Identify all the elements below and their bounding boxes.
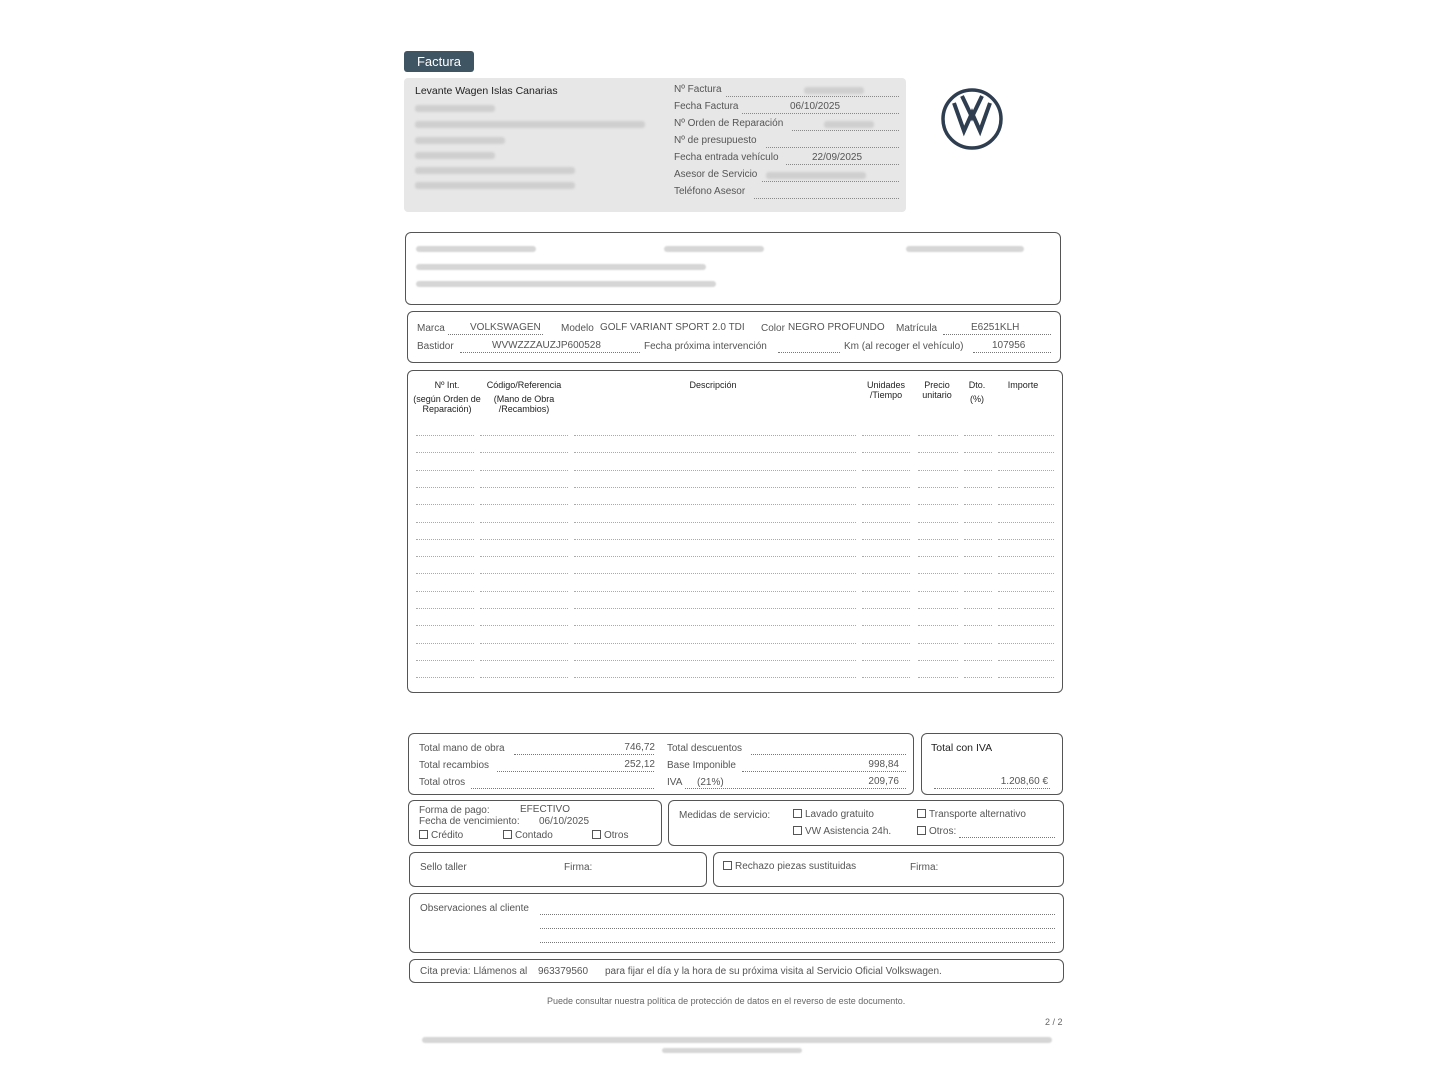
plate-value: E6251KLH (971, 322, 1020, 333)
labor-total-value: 746,72 (624, 742, 655, 753)
document-type-tag: Factura (404, 51, 474, 72)
table-row-rule (964, 487, 992, 488)
redacted-email (415, 182, 575, 189)
appointment-prefix: Cita previa: Llámenos al (420, 966, 528, 977)
col-header-amount: Importe (1007, 380, 1039, 390)
checkbox-cash[interactable] (503, 830, 512, 839)
option-service-other[interactable]: Otros: (917, 826, 956, 837)
table-row-rule (918, 522, 958, 523)
table-row-rule (998, 470, 1054, 471)
table-row-rule (480, 677, 568, 678)
other-total-label: Total otros (419, 777, 466, 788)
table-row-rule (862, 660, 910, 661)
table-row-rule (998, 573, 1054, 574)
privacy-notice: Puede consultar nuestra política de protección de datos en el reverso de este documento. (547, 996, 906, 1006)
table-row-rule (416, 539, 474, 540)
next-service-label: Fecha próxima intervención (644, 341, 767, 352)
table-row-rule (964, 625, 992, 626)
checkbox-other[interactable] (592, 830, 601, 839)
table-row-rule (416, 660, 474, 661)
rejected-parts-box (713, 852, 1064, 887)
checkbox-rejected-parts[interactable] (723, 861, 732, 870)
due-date-label: Fecha de vencimiento: (419, 816, 520, 827)
table-row-rule (964, 591, 992, 592)
table-row-rule (480, 539, 568, 540)
invoice-date-row: Fecha Factura 06/10/2025 (674, 101, 899, 115)
redacted-nif (415, 105, 495, 112)
table-row-rule (918, 591, 958, 592)
observations-box (409, 893, 1064, 953)
table-row-rule (416, 625, 474, 626)
table-row-rule (574, 487, 856, 488)
table-row-rule (998, 643, 1054, 644)
table-row-rule (964, 539, 992, 540)
table-row-rule (918, 643, 958, 644)
redacted-customer-name (416, 246, 536, 252)
km-label: Km (al recoger el vehículo) (844, 341, 964, 352)
table-row-rule (998, 660, 1054, 661)
table-row-rule (964, 660, 992, 661)
workshop-stamp-box (409, 852, 707, 887)
table-row-rule (918, 504, 958, 505)
signature-label-1: Firma: (564, 862, 593, 873)
option-vw-assistance[interactable]: VW Asistencia 24h. (793, 826, 891, 837)
table-row-rule (574, 435, 856, 436)
km-value: 107956 (992, 340, 1026, 351)
repair-order-row: Nº Orden de Reparación (674, 118, 899, 132)
table-row-rule (574, 677, 856, 678)
col-header-units: Unidades /Tiempo (866, 380, 906, 400)
table-row-rule (964, 504, 992, 505)
option-credit[interactable]: Crédito (419, 830, 463, 841)
table-row-rule (480, 573, 568, 574)
appointment-phone: 963379560 (538, 966, 589, 977)
table-row-rule (480, 452, 568, 453)
col-header-discount: Dto. (%) (968, 380, 986, 404)
observations-label: Observaciones al cliente (420, 903, 529, 914)
option-free-wash[interactable]: Lavado gratuito (793, 809, 874, 820)
invoice-number-row: Nº Factura (674, 84, 899, 98)
table-row-rule (964, 556, 992, 557)
vehicle-box (407, 311, 1061, 363)
table-row-rule (862, 504, 910, 505)
table-row-rule (480, 625, 568, 626)
customer-box (405, 232, 1061, 305)
table-row-rule (862, 677, 910, 678)
vat-value: 209,76 (868, 776, 899, 787)
table-row-rule (480, 470, 568, 471)
table-row-rule (862, 522, 910, 523)
table-row-rule (998, 539, 1054, 540)
col-header-price: Precio unitario (922, 380, 952, 400)
table-row-rule (416, 522, 474, 523)
table-row-rule (998, 556, 1054, 557)
table-row-rule (918, 452, 958, 453)
redacted-customer-contact (416, 281, 716, 287)
table-row-rule (416, 487, 474, 488)
option-other[interactable]: Otros (592, 830, 628, 841)
table-row-rule (998, 452, 1054, 453)
table-row-rule (480, 608, 568, 609)
table-row-rule (918, 608, 958, 609)
workshop-stamp-label: Sello taller (420, 862, 467, 873)
volkswagen-logo (940, 87, 1004, 151)
redacted-customer-id (664, 246, 764, 252)
redacted-phone (415, 152, 495, 159)
table-row-rule (918, 487, 958, 488)
redacted-legal-footer-2 (662, 1048, 802, 1053)
entry-date-row: Fecha entrada vehículo 22/09/2025 (674, 152, 899, 166)
vat-label: IVA (667, 777, 683, 788)
redacted-legal-footer (422, 1037, 1052, 1043)
table-row-rule (964, 435, 992, 436)
table-row-rule (574, 660, 856, 661)
table-row-rule (862, 435, 910, 436)
table-row-rule (416, 556, 474, 557)
vin-label: Bastidor (417, 341, 454, 352)
table-row-rule (574, 556, 856, 557)
advisor-phone-row: Teléfono Asesor (674, 186, 899, 200)
table-row-rule (574, 470, 856, 471)
table-row-rule (480, 487, 568, 488)
service-advisor-row: Asesor de Servicio (674, 169, 899, 183)
table-row-rule (862, 573, 910, 574)
table-row-rule (964, 522, 992, 523)
checkbox-service-other[interactable] (917, 826, 926, 835)
table-row-rule (862, 625, 910, 626)
checkbox-alt-transport[interactable] (917, 809, 926, 818)
table-row-rule (964, 608, 992, 609)
grand-total-value: 1.208,60 € (1000, 776, 1048, 787)
model-label: Modelo (561, 323, 594, 334)
table-row-rule (416, 435, 474, 436)
table-row-rule (480, 556, 568, 557)
table-row-rule (918, 573, 958, 574)
quote-number-row: Nº de presupuesto (674, 135, 899, 149)
table-row-rule (416, 504, 474, 505)
parts-total-label: Total recambios (419, 760, 490, 771)
table-row-rule (416, 677, 474, 678)
checkbox-vw-assistance[interactable] (793, 826, 802, 835)
table-row-rule (998, 608, 1054, 609)
table-row-rule (416, 608, 474, 609)
model-value: GOLF VARIANT SPORT 2.0 TDI (600, 322, 745, 333)
discount-total-label: Total descuentos (667, 743, 743, 754)
table-row-rule (416, 643, 474, 644)
dealer-header (404, 78, 906, 212)
labor-total-label: Total mano de obra (419, 743, 505, 754)
due-date-value: 06/10/2025 (539, 816, 590, 827)
table-row-rule (918, 539, 958, 540)
table-row-rule (862, 452, 910, 453)
grand-total-label: Total con IVA (931, 742, 993, 754)
table-row-rule (574, 452, 856, 453)
dealer-name: Levante Wagen Islas Canarias (415, 85, 558, 97)
table-row-rule (918, 470, 958, 471)
brand-label: Marca (417, 323, 445, 334)
table-row-rule (574, 522, 856, 523)
table-row-rule (998, 677, 1054, 678)
table-row-rule (862, 470, 910, 471)
taxable-base-value: 998,84 (868, 759, 899, 770)
taxable-base-label: Base Imponible (667, 760, 736, 771)
payment-method-value: EFECTIVO (520, 804, 571, 815)
payment-method-label: Forma de pago: (419, 805, 490, 816)
appointment-suffix: para fijar el día y la hora de su próxima visita al Servicio Oficial Volkswagen. (605, 966, 942, 977)
redacted-city (415, 137, 505, 144)
table-row-rule (480, 660, 568, 661)
table-row-rule (998, 504, 1054, 505)
table-row-rule (416, 573, 474, 574)
vat-rate: (21%) (697, 777, 724, 788)
redacted-registry (415, 167, 575, 174)
table-row-rule (918, 625, 958, 626)
table-row-rule (574, 573, 856, 574)
grand-total-box (921, 733, 1063, 795)
table-row-rule (862, 591, 910, 592)
redacted-customer-address (416, 264, 706, 270)
checkbox-free-wash[interactable] (793, 809, 802, 818)
totals-box (408, 733, 914, 795)
col-header-code: Código/Referencia (Mano de Obra /Recambios) (486, 380, 562, 414)
items-table (407, 370, 1063, 693)
brand-value: VOLKSWAGEN (470, 322, 541, 333)
table-row-rule (416, 591, 474, 592)
payment-box (408, 800, 662, 846)
table-row-rule (964, 573, 992, 574)
table-row-rule (480, 435, 568, 436)
option-rejected-parts[interactable]: Rechazo piezas sustituidas (723, 861, 856, 872)
invoice-date-value: 06/10/2025 (790, 101, 841, 112)
page-number: 2 / 2 (1045, 1017, 1063, 1027)
table-row-rule (918, 677, 958, 678)
table-row-rule (574, 504, 856, 505)
table-row-rule (574, 539, 856, 540)
vin-value: WVWZZZAUZJP600528 (492, 340, 601, 351)
table-row-rule (998, 487, 1054, 488)
col-header-description: Descripción (689, 380, 737, 390)
table-row-rule (964, 677, 992, 678)
table-row-rule (862, 608, 910, 609)
color-label: Color (761, 323, 785, 334)
table-row-rule (416, 452, 474, 453)
table-row-rule (480, 522, 568, 523)
table-row-rule (480, 504, 568, 505)
table-row-rule (862, 643, 910, 644)
redacted-customer-code (906, 246, 1024, 252)
service-measures-label: Medidas de servicio: (679, 810, 771, 821)
table-row-rule (862, 539, 910, 540)
table-row-rule (480, 591, 568, 592)
table-row-rule (862, 487, 910, 488)
col-header-int: Nº Int. (según Orden de Reparación) (413, 380, 481, 414)
plate-label: Matrícula (896, 323, 938, 334)
entry-date-value: 22/09/2025 (812, 152, 863, 163)
table-row-rule (918, 435, 958, 436)
table-row-rule (574, 625, 856, 626)
redacted-address (415, 121, 645, 128)
parts-total-value: 252,12 (624, 759, 655, 770)
color-value: NEGRO PROFUNDO (788, 322, 885, 333)
option-alt-transport[interactable]: Transporte alternativo (917, 809, 1026, 820)
table-row-rule (574, 608, 856, 609)
table-row-rule (998, 591, 1054, 592)
table-row-rule (574, 591, 856, 592)
appointment-strip (409, 959, 1064, 983)
option-cash[interactable]: Contado (503, 830, 553, 841)
signature-label-2: Firma: (910, 862, 939, 873)
table-row-rule (998, 625, 1054, 626)
table-row-rule (964, 643, 992, 644)
table-row-rule (998, 435, 1054, 436)
table-row-rule (480, 643, 568, 644)
table-row-rule (964, 470, 992, 471)
table-row-rule (998, 522, 1054, 523)
checkbox-credit[interactable] (419, 830, 428, 839)
table-row-rule (862, 556, 910, 557)
table-row-rule (964, 452, 992, 453)
table-row-rule (918, 556, 958, 557)
table-row-rule (574, 643, 856, 644)
table-row-rule (416, 470, 474, 471)
table-row-rule (918, 660, 958, 661)
service-measures-box (668, 800, 1064, 846)
